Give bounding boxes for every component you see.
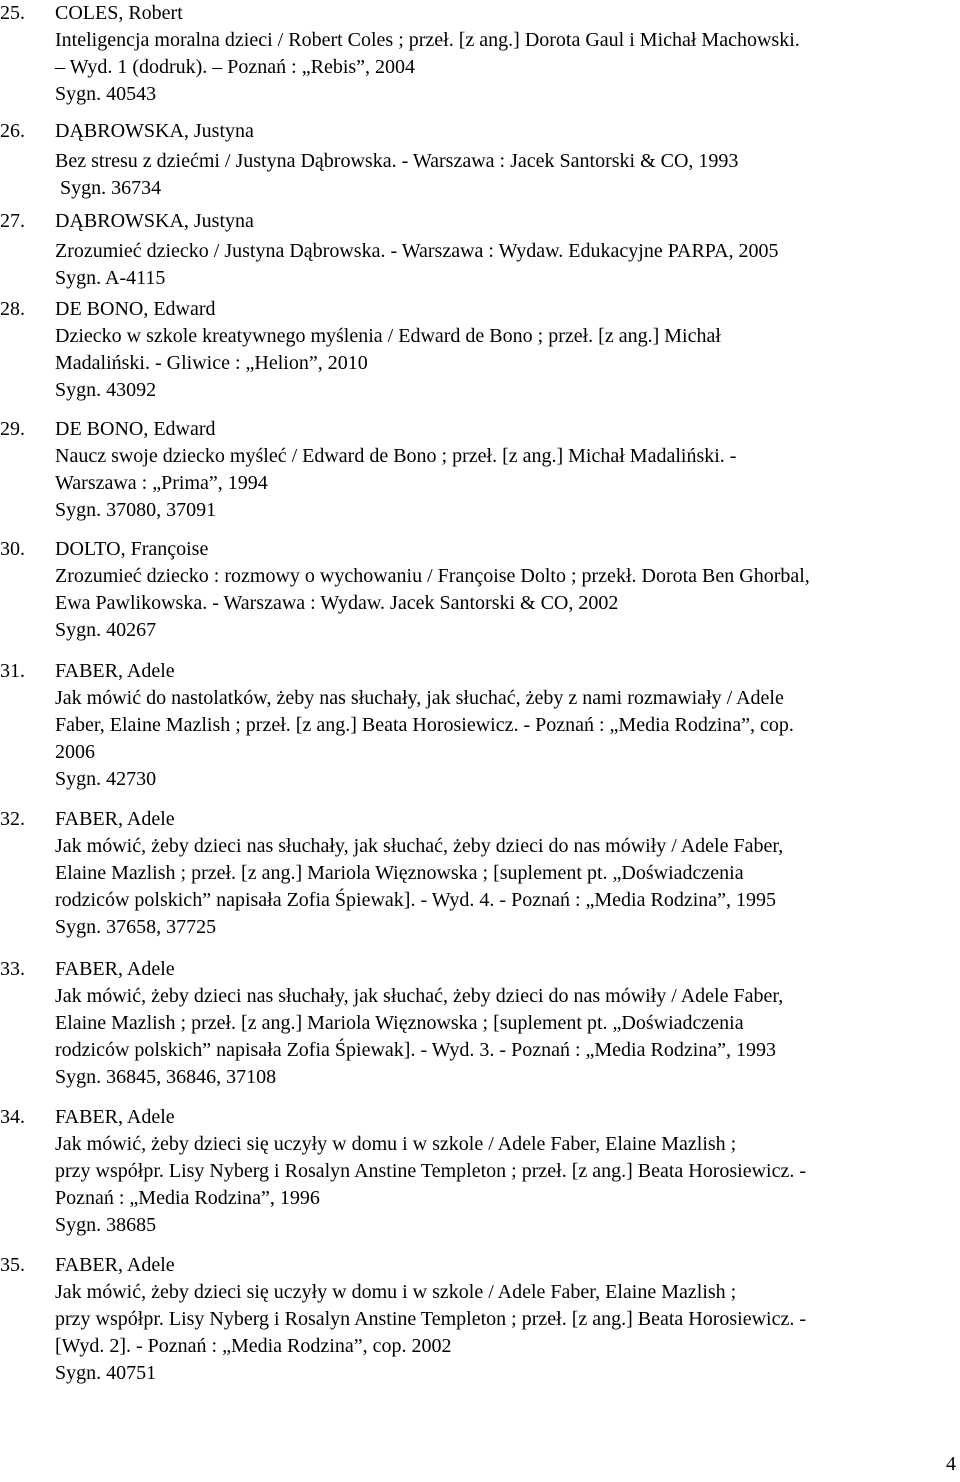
entry-description-line: Warszawa : „Prima”, 1994	[55, 472, 268, 494]
entry-number: 30.	[0, 538, 25, 560]
entry-description-line: – Wyd. 1 (dodruk). – Poznań : „Rebis”, 2004	[55, 56, 416, 78]
entry-author: FABER, Adele	[55, 660, 175, 682]
entry-number: 31.	[0, 660, 25, 682]
entry-call-number: Sygn. 43092	[55, 379, 157, 401]
entry-description-line: rodziców polskich” napisała Zofia Śpiewak]. - Wyd. 4. - Poznań : „Media Rodzina”, 1995	[55, 889, 777, 911]
entry-description-line: [Wyd. 2]. - Poznań : „Media Rodzina”, cop. 2002	[55, 1335, 452, 1357]
entry-call-number: Sygn. 40543	[55, 83, 157, 105]
entry-author: DĄBROWSKA, Justyna	[55, 120, 254, 142]
entry-description-line: Jak mówić, żeby dzieci się uczyły w domu i w szkole / Adele Faber, Elaine Mazlish ;	[55, 1281, 737, 1303]
entry-call-number: Sygn. 36734	[55, 177, 162, 199]
entry-description-line: przy współpr. Lisy Nyberg i Rosalyn Anstine Templeton ; przeł. [z ang.] Beata Horosiewicz. -	[55, 1308, 807, 1330]
entry-author: DE BONO, Edward	[55, 298, 216, 320]
entry-number: 28.	[0, 298, 25, 320]
entry-description-line: Elaine Mazlish ; przeł. [z ang.] Mariola Więznowska ; [suplement pt. „Doświadczenia	[55, 1012, 744, 1034]
entry-call-number: Sygn. 37080, 37091	[55, 499, 217, 521]
entry-description-line: Naucz swoje dziecko myśleć / Edward de Bono ; przeł. [z ang.] Michał Madaliński. -	[55, 445, 737, 467]
entry-author: FABER, Adele	[55, 1254, 175, 1276]
entry-call-number: Sygn. 40267	[55, 619, 157, 641]
entry-number: 27.	[0, 210, 25, 232]
entry-description-line: przy współpr. Lisy Nyberg i Rosalyn Anstine Templeton ; przeł. [z ang.] Beata Horosiewicz. -	[55, 1160, 807, 1182]
entry-author: COLES, Robert	[55, 2, 183, 24]
entry-description-line: Jak mówić do nastolatków, żeby nas słuchały, jak słuchać, żeby z nami rozmawiały / Adele	[55, 687, 784, 709]
entry-author: FABER, Adele	[55, 1106, 175, 1128]
entry-number: 34.	[0, 1106, 25, 1128]
entry-call-number: Sygn. 40751	[55, 1362, 157, 1384]
entry-number: 26.	[0, 120, 25, 142]
entry-description-line: Bez stresu z dziećmi / Justyna Dąbrowska. - Warszawa : Jacek Santorski & CO, 1993	[55, 150, 739, 172]
entry-author: FABER, Adele	[55, 808, 175, 830]
entry-description-line: Dziecko w szkole kreatywnego myślenia / Edward de Bono ; przeł. [z ang.] Michał	[55, 325, 721, 347]
entry-call-number: Sygn. 37658, 37725	[55, 916, 217, 938]
entry-description-line: Elaine Mazlish ; przeł. [z ang.] Mariola Więznowska ; [suplement pt. „Doświadczenia	[55, 862, 744, 884]
entry-call-number: Sygn. 38685	[55, 1214, 157, 1236]
entry-description-line: Jak mówić, żeby dzieci się uczyły w domu i w szkole / Adele Faber, Elaine Mazlish ;	[55, 1133, 737, 1155]
entry-description-line: Zrozumieć dziecko : rozmowy o wychowaniu / Françoise Dolto ; przekł. Dorota Ben Ghorbal,	[55, 565, 810, 587]
entry-description-line: Madaliński. - Gliwice : „Helion”, 2010	[55, 352, 368, 374]
entry-description-line: Jak mówić, żeby dzieci nas słuchały, jak słuchać, żeby dzieci do nas mówiły / Adele Faber,	[55, 835, 784, 857]
page-number: 4	[946, 1453, 956, 1475]
entry-number: 35.	[0, 1254, 25, 1276]
entry-number: 33.	[0, 958, 25, 980]
entry-description-line: Faber, Elaine Mazlish ; przeł. [z ang.] Beata Horosiewicz. - Poznań : „Media Rodzina”, cop.	[55, 714, 794, 736]
entry-author: DĄBROWSKA, Justyna	[55, 210, 254, 232]
entry-call-number: Sygn. 42730	[55, 768, 157, 790]
entry-description-line: 2006	[55, 741, 95, 763]
entry-author: FABER, Adele	[55, 958, 175, 980]
entry-description-line: Poznań : „Media Rodzina”, 1996	[55, 1187, 320, 1209]
entry-call-number: Sygn. 36845, 36846, 37108	[55, 1066, 277, 1088]
entry-call-number: Sygn. A-4115	[55, 267, 166, 289]
entry-description-line: Inteligencja moralna dzieci / Robert Coles ; przeł. [z ang.] Dorota Gaul i Michał Machowski.	[55, 29, 800, 51]
entry-author: DOLTO, Françoise	[55, 538, 209, 560]
entry-description-line: Jak mówić, żeby dzieci nas słuchały, jak słuchać, żeby dzieci do nas mówiły / Adele Faber,	[55, 985, 784, 1007]
entry-description-line: Ewa Pawlikowska. - Warszawa : Wydaw. Jacek Santorski & CO, 2002	[55, 592, 619, 614]
entry-description-line: rodziców polskich” napisała Zofia Śpiewak]. - Wyd. 3. - Poznań : „Media Rodzina”, 1993	[55, 1039, 777, 1061]
entry-number: 32.	[0, 808, 25, 830]
entry-author: DE BONO, Edward	[55, 418, 216, 440]
entry-number: 29.	[0, 418, 25, 440]
entry-number: 25.	[0, 2, 25, 24]
entry-description-line: Zrozumieć dziecko / Justyna Dąbrowska. - Warszawa : Wydaw. Edukacyjne PARPA, 2005	[55, 240, 779, 262]
